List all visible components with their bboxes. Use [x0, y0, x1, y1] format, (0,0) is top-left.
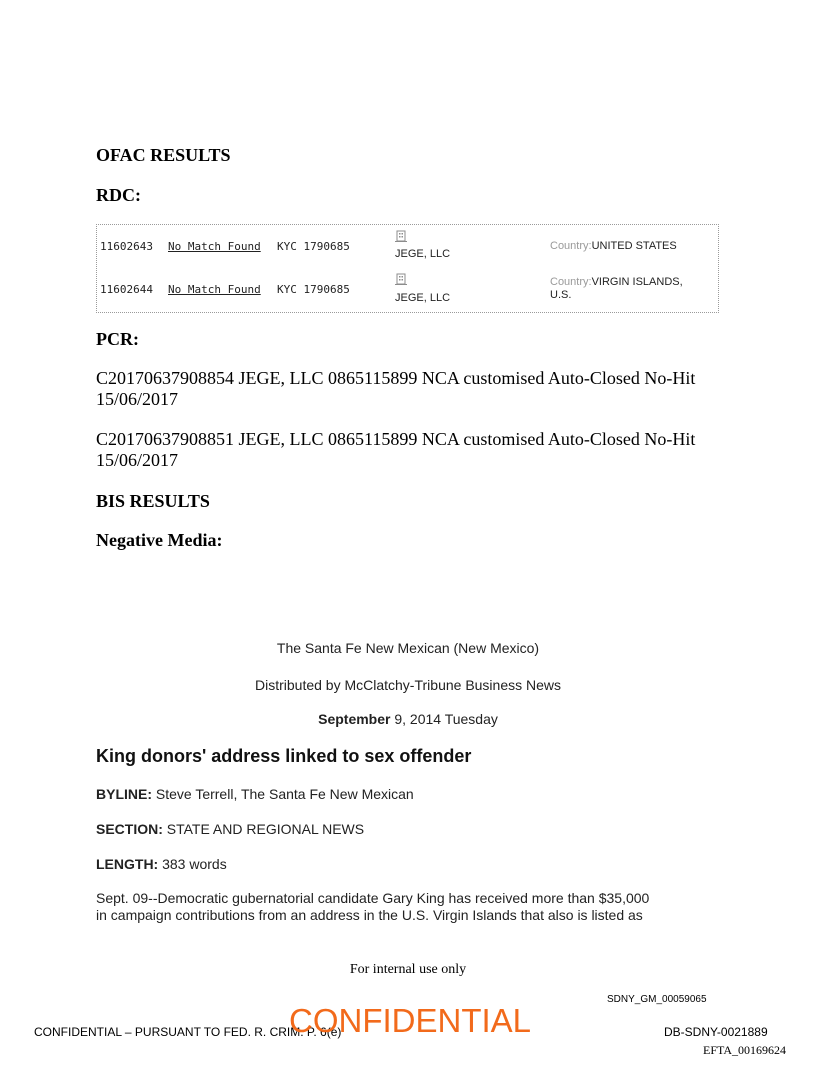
country-value-line2: U.S. — [550, 289, 572, 301]
no-match-found-link[interactable]: No Match Found — [168, 283, 261, 296]
article-date — [0, 711, 816, 727]
rdc-record-id: 11602643 — [100, 240, 153, 253]
country-value: UNITED STATES — [591, 240, 677, 252]
article-body-line: Sept. 09--Democratic gubernatorial candidate Gary King has received more than $35,000 — [96, 890, 650, 906]
bis-heading: BIS RESULTS — [96, 491, 210, 511]
rdc-row — [97, 273, 718, 313]
rdc-country — [550, 239, 677, 252]
pcr-entry-line: C20170637908851 JEGE, LLC 0865115899 NCA customised Auto-Closed No-Hit — [96, 429, 696, 449]
no-match-found-link[interactable]: No Match Found — [168, 240, 261, 253]
rdc-entity-name: JEGE, LLC — [395, 248, 451, 260]
section-value: STATE AND REGIONAL NEWS — [162, 821, 365, 837]
article-publication: The Santa Fe New Mexican (New Mexico) — [276, 640, 540, 656]
pcr-entry-date: 15/06/2017 — [96, 389, 179, 409]
length-label: LENGTH: — [96, 856, 159, 872]
article-title: King donors' address linked to sex offender — [96, 746, 472, 766]
pcr-entry — [96, 368, 695, 410]
rdc-entity-name: JEGE, LLC — [395, 292, 451, 304]
article-date-rest: 9, 2014 Tuesday — [390, 711, 498, 727]
rdc-results-table — [96, 224, 719, 313]
db-sdny-number: DB-SDNY-0021889 — [664, 1025, 768, 1039]
country-label: Country: — [550, 240, 592, 252]
byline-label: BYLINE: — [96, 786, 152, 802]
efta-number: EFTA_00169624 — [703, 1043, 787, 1057]
article-date-month: September — [318, 711, 391, 727]
rdc-heading: RDC: — [96, 185, 141, 205]
article-distributor: Distributed by McClatchy-Tribune Business News — [254, 677, 562, 693]
country-value: VIRGIN ISLANDS, — [591, 276, 683, 288]
rdc-kyc-id: KYC 1790685 — [277, 240, 350, 253]
pcr-entry-date: 15/06/2017 — [96, 450, 179, 470]
rdc-record-id: 11602644 — [100, 283, 153, 296]
bates-gm-number: SDNY_GM_00059065 — [607, 994, 707, 1005]
ofac-heading: OFAC RESULTS — [96, 145, 231, 165]
article-section — [96, 821, 364, 837]
pcr-entry-line: C20170637908854 JEGE, LLC 0865115899 NCA customised Auto-Closed No-Hit — [96, 368, 696, 388]
byline-value: Steve Terrell, The Santa Fe New Mexican — [152, 786, 414, 802]
country-label: Country: — [550, 276, 592, 288]
rdc-kyc-id: KYC 1790685 — [277, 283, 350, 296]
article-length — [96, 856, 227, 872]
article-body-line: in campaign contributions from an address in the U.S. Virgin Islands that also is listed as — [96, 907, 643, 923]
article-byline — [96, 786, 414, 802]
confidential-stamp: CONFIDENTIAL — [289, 1002, 532, 1039]
pcr-entry — [96, 429, 695, 471]
rdc-country — [550, 275, 683, 288]
rdc-row — [97, 229, 718, 269]
section-label: SECTION: — [96, 821, 163, 837]
internal-use-note: For internal use only — [349, 962, 467, 977]
confidential-legend: CONFIDENTIAL – PURSUANT TO FED. R. CRIM. P. 6(e) — [34, 1025, 342, 1039]
building-icon — [395, 273, 407, 285]
negative-media-heading: Negative Media: — [96, 530, 223, 550]
building-icon — [395, 230, 407, 242]
pcr-heading: PCR: — [96, 329, 139, 349]
article-body — [96, 890, 649, 924]
length-value: 383 words — [158, 856, 227, 872]
